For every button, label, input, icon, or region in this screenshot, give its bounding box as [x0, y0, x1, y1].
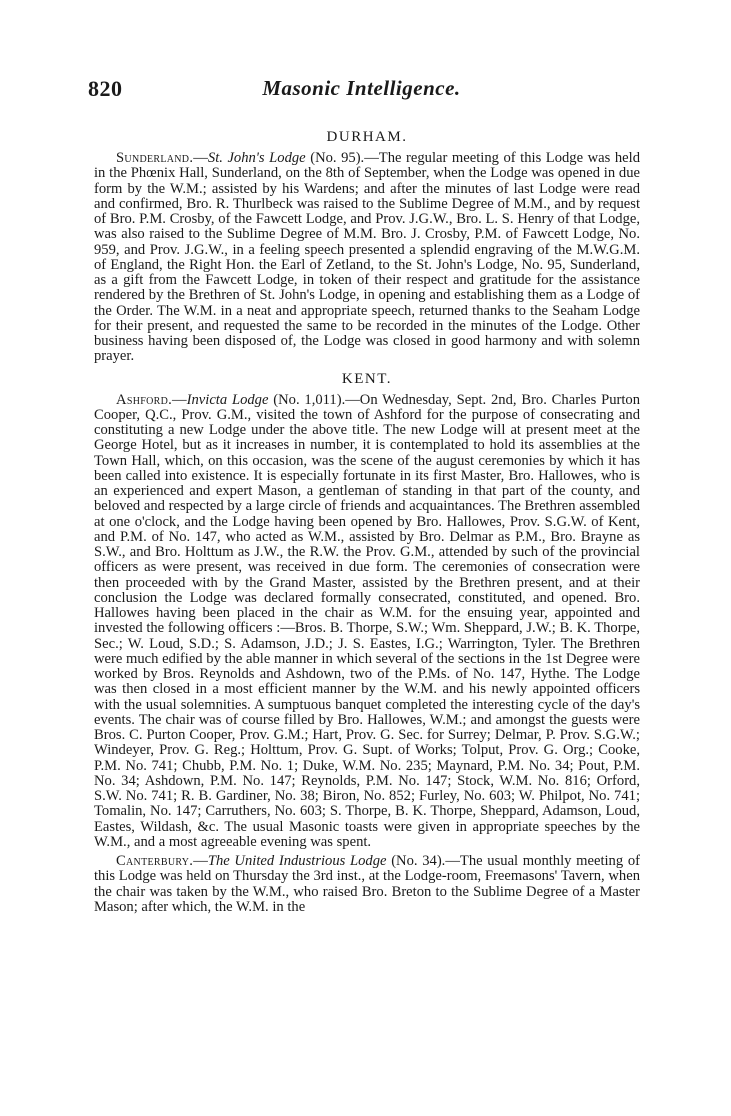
section-kent: [94, 371, 640, 916]
report-body: (No. 1,011).—On Wednesday, Sept. 2nd, Bro. Charles Purton Cooper, Q.C., Prov. G.M., visited the town of Ashford for the purpose of consecrating and constituting a new Lodge under the above title. The new Lodge will at present meet at the George Hotel, but as it increases in number, it is contemplated to hold its assemblies at the Town Hall, which, on this occasion, was the scene of the august ceremonies by which it has been called into existence. It is especially fortunate in its first Master, Bro. Hallowes, who is an experienced and expert Mason, a gentleman of standing in that part of the county, and beloved and respected by a large circle of friends and acquaintances. The Brethren assembled at one o'clock, and the Lodge having been opened by Bro. Hallowes, Prov. S.G.W. of Kent, and P.M. of No. 147, who acted as W.M., assisted by Bro. Delmar as P.M., Bro. Brayne as S.W., and Bro. Holttum as J.W., the R.W. the Prov. G.M., attended by such of the provincial officers as were present, was received in due form. The ceremonies of consecration were then proceeded with by the Grand Master, assisted by the Brethren present, and at their conclusion the Lodge was declared formally consecrated, constituted, and opened. Bro. Hallowes having been placed in the chair as W.M. for the ensuing year, appointed and invested the following officers :—Bros. B. Thorpe, S.W.; Wm. Sheppard, J.W.; B. K. Thorpe, Sec.; W. Loud, S.D.; S. Adamson, J.D.; J. S. Eastes, I.G.; Warrington, Tyler. The Brethren were much edified by the able manner in which several of the sections in the 1st Degree were worked by Bros. Reynolds and Ashdown, two of the P.Ms. of No. 147, Hythe. The Lodge was then closed in a most efficient manner by the W.M. and his newly appointed officers with the usual solemnities. A sumptuous banquet completed the interesting cycle of the day's events. The chair was of course filled by Bro. Hallowes, W.M.; and amongst the guests were Bros. C. Purton Cooper, Prov. G.M.; Hart, Prov. G. Sec. for Surrey; Delmar, P. Prov. S.G.W.; Windeyer, Prov. G. Reg.; Holttum, Prov. G. Supt. of Works; Tolput, Prov. G. Org.; Cooke, P.M. No. 741; Chubb, P.M. No. 1; Duke, W.M. No. 235; Maynard, P.M. No. 34; Pout, P.M. No. 34; Ashdown, P.M. No. 147; Reynolds, P.M. No. 147; Stock, W.M. No. 816; Orford, S.W. No. 741; R. B. Gardiner, No. 38; Biron, No. 852; Furley, No. 603; W. Philpot, No. 741; Tomalin, No. 147; Carruthers, No. 603; S. Thorpe, B. K. Thorpe, Sheppard, Adamson, Loud, Eastes, Wildash, &c. The usual Masonic toasts were given in appropriate speeches by the W.M., and a most agreeable evening was spent.: [94, 391, 640, 850]
report-ashford: Ashford.—Invicta Lodge (No. 1,011).—On Wednesday, Sept. 2nd, Bro. Charles Purton Cooper, Q.C., Prov. G.M., visited the town of Ashford for the purpose of consecrating and constituting a new Lodge under the above title. The new Lodge will at present meet at the George Hotel, but as it increases in number, it is contemplated to hold its assemblies at the Town Hall, which, on this occasion, was the scene of the august ceremonies by which it has been called into existence. It is especially fortunate in its first Master, Bro. Hallowes, who is an experienced and expert Mason, a gentleman of standing in that part of the county, and beloved and respected by a large circle of friends and acquaintances. The Brethren assembled at one o'clock, and the Lodge having been opened by Bro. Hallowes, Prov. S.G.W. of Kent, and P.M. of No. 147, who acted as W.M., assisted by Bro. Delmar as P.M., Bro. Brayne as S.W., and Bro. Holttum as J.W., the R.W. the Prov. G.M., attended by such of the provincial officers as were present, was received in due form. The ceremonies of consecration were then proceeded with by the Grand Master, assisted by the Brethren present, and at their conclusion the Lodge was declared formally consecrated, constituted, and opened. Bro. Hallowes having been placed in the chair as W.M. for the ensuing year, appointed and invested the following officers :—Bros. B. Thorpe, S.W.; Wm. Sheppard, J.W.; B. K. Thorpe, Sec.; W. Loud, S.D.; S. Adamson, J.D.; J. S. Eastes, I.G.; Warrington, Tyler. The Brethren were much edified by the able manner in which several of the sections in the 1st Degree were worked by Bros. Reynolds and Ashdown, two of the P.Ms. of No. 147, Hythe. The Lodge was then closed in a most efficient manner by the W.M. and his newly appointed officers with the usual solemnities. A sumptuous banquet completed the interesting cycle of the day's events. The chair was of course filled by Bro. Hallowes, W.M.; and amongst the guests were Bros. C. Purton Cooper, Prov. G.M.; Hart, Prov. G. Sec. for Surrey; Delmar, P. Prov. S.G.W.; Windeyer, Prov. G. Reg.; Holttum, Prov. G. Supt. of Works; Tolput, Prov. G. Org.; Cooke, P.M. No. 741; Chubb, P.M. No. 1; Duke, W.M. No. 235; Maynard, P.M. No. 34; Pout, P.M. No. 34; Ashdown, P.M. No. 147; Reynolds, P.M. No. 147; Stock, W.M. No. 816; Orford, S.W. No. 741; R. B. Gardiner, No. 38; Biron, No. 852; Furley, No. 603; W. Philpot, No. 741; Tomalin, No. 147; Carruthers, No. 603; S. Thorpe, B. K. Thorpe, Sheppard, Adamson, Loud, Eastes, Wildash, &c. The usual Masonic toasts were given in appropriate speeches by the W.M., and a most agreeable evening was spent.: [94, 391, 640, 850]
running-title: Masonic Intelligence.: [262, 76, 461, 100]
page-number: 820: [88, 76, 123, 101]
lodge-name: The United Industrious Lodge: [207, 853, 387, 869]
report-canterbury: Canterbury.—The United Industrious Lodge (No. 34).—The usual monthly meeting of this Lodge was held on Thursday the 3rd inst., at the Lodge-room, Freemasons' Tavern, when the chair was taken by the W.M., who raised Bro. Breton to the Sublime Degree of a Master Mason; after which, the W.M. in the: [94, 853, 640, 915]
text-column: [94, 123, 640, 915]
page-header: [88, 76, 635, 106]
lodge-name: Invicta Lodge: [186, 391, 269, 408]
report-sunderland: Sunderland.—St. John's Lodge (No. 95).—The regular meeting of this Lodge was held in the Phœnix Hall, Sunderland, on the 8th of September, when the Lodge was opened in due form by the W.M.; assisted by his Wardens; and after the minutes of last Lodge were read and confirmed, Bro. R. Thurlbeck was raised to the Sublime Degree of M.M., and by request of Bro. P.M. Crosby, of the Fawcett Lodge, and Prov. J.G.W., Bro. L. S. Henry of that Lodge, was also raised to the Sublime Degree of M.M. Bro. J. Crosby, P.M. of Fawcett Lodge, No. 959, and Prov. J.G.W., in a feeling speech presented a splendid engraving of the M.W.G.M. of England, the Right Hon. the Earl of Zetland, to the St. John's Lodge, No. 95, Sunderland, as a gift from the Fawcett Lodge, in token of their respect and gratitude for the assistance rendered by the Brethren of St. John's Lodge, in opening and establishing them as a Lodge of the Order. The W.M. in a neat and appropriate speech, returned thanks to the Seaham Lodge for their present, and requested the same to be recorded in the minutes of the Lodge. Other business having been disposed of, the Lodge was closed in good harmony and with solemn prayer.: [94, 150, 641, 365]
place-name: Ashford.: [116, 391, 173, 408]
report-body: (No. 95).—The regular meeting of this Lodge was held in the Phœnix Hall, Sunderland, on the 8th of September, when the Lodge was opened in due form by the W.M.; assisted by his Wardens; and after the minutes of last Lodge were read and confirmed, Bro. R. Thurlbeck was raised to the Sublime Degree of M.M., and by request of Bro. P.M. Crosby, of the Fawcett Lodge, and Prov. J.G.W., Bro. L. S. Henry of that Lodge, was also raised to the Sublime Degree of M.M. Bro. J. Crosby, P.M. of Fawcett Lodge, No. 959, and Prov. J.G.W., in a feeling speech presented a splendid engraving of the M.W.G.M. of England, the Right Hon. the Earl of Zetland, to the St. John's Lodge, No. 95, Sunderland, as a gift from the Fawcett Lodge, in token of their respect and gratitude for the assistance rendered by the Brethren of St. John's Lodge, in opening and establishing them as a Lodge of the Order. The W.M. in a neat and appropriate speech, returned thanks to the Seaham Lodge for their present, and requested the same to be recorded in the minutes of the Lodge. Other business having been disposed of, the Lodge was closed in good harmony and with solemn prayer.: [94, 150, 641, 365]
place-name: Canterbury.: [116, 853, 194, 869]
lodge-name: St. John's Lodge: [207, 150, 306, 166]
report-body: (No. 34).—The usual monthly meeting of this Lodge was held on Thursday the 3rd inst., at the Lodge-room, Freemasons' Tavern, when the chair was taken by the W.M., who raised Bro. Breton to the Sublime Degree of a Master Mason; after which, the W.M. in the: [94, 853, 640, 915]
place-name: Sunderland.: [116, 150, 194, 166]
section-durham: [94, 129, 640, 365]
section-title-kent: KENT.: [341, 370, 393, 387]
section-title-durham: DURHAM.: [326, 129, 408, 145]
